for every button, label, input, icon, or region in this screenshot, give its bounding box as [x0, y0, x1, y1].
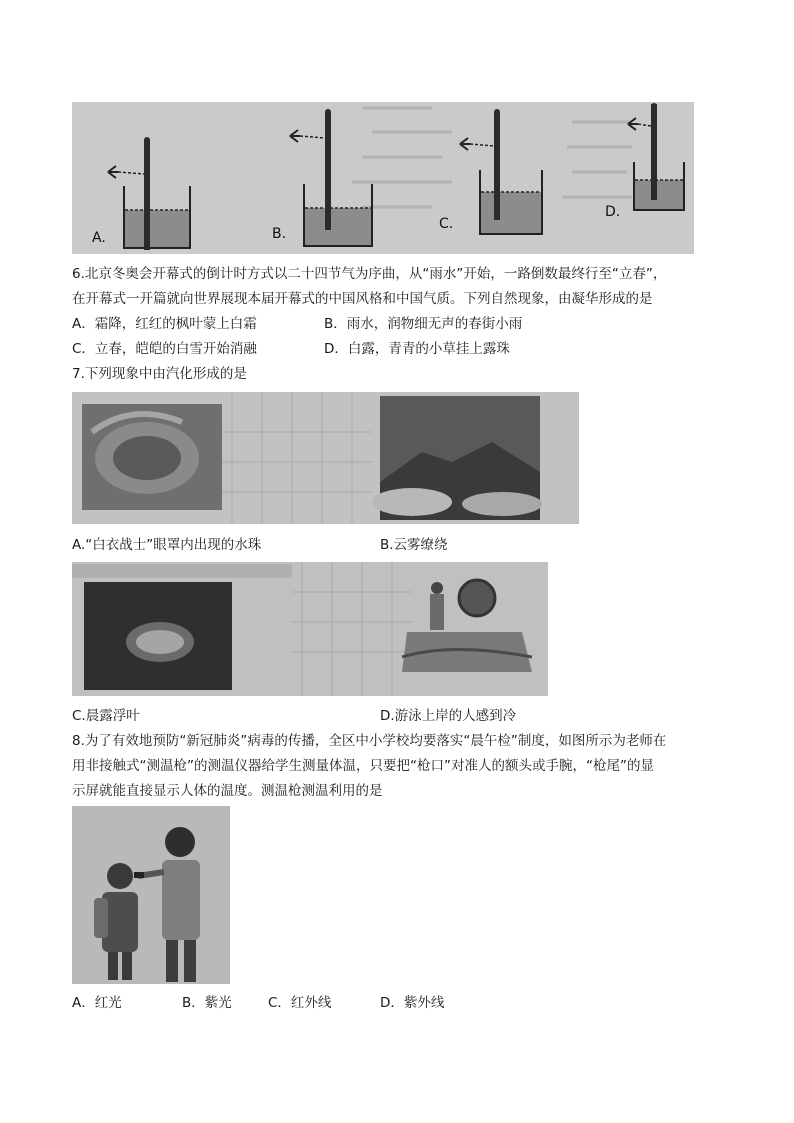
temperature-check-photo — [72, 806, 230, 984]
figure-label-b: B. — [272, 226, 287, 242]
q6-stem-line-2: 在开幕式一开篇就向世界展现本届开幕式的中国风格和中国气质。下列自然现象，由凝华形成的是 — [72, 291, 653, 307]
q7-photos-cd — [72, 562, 548, 696]
q8-stem-line-3: 示屏就能直接显示人体的温度。测温枪测温利用的是 — [72, 783, 383, 799]
q7-photo-strip-bottom — [72, 562, 548, 696]
q8-option-d: D．紫外线 — [380, 995, 445, 1011]
q7-option-b: B.云雾缭绕 — [380, 537, 448, 553]
q7-photo-strip-top — [72, 392, 579, 524]
thermometer-beaker-drawing — [72, 102, 694, 254]
q7-option-a: A.“白衣战士”眼罩内出现的水珠 — [72, 537, 262, 553]
q8-stem-line-1: 8.为了有效地预防“新冠肺炎”病毒的传播，全区中小学校均要落实“晨午检”制度，如图所示为老师在 — [72, 733, 667, 749]
figure-label-c: C. — [439, 216, 454, 232]
q8-stem-line-2: 用非接触式“测温枪”的测温仪器给学生测量体温，只要把“枪口”对准人的额头或手腕，“枪尾”的显 — [72, 758, 654, 774]
q7-option-c: C.晨露浮叶 — [72, 708, 140, 724]
q6-option-a: A．霜降，红红的枫叶蒙上白霜 — [72, 316, 257, 332]
q8-option-c: C．红外线 — [268, 995, 332, 1011]
q8-option-b: B．紫光 — [182, 995, 232, 1011]
q7-option-d: D.游泳上岸的人感到冷 — [380, 708, 517, 724]
q7-stem: 7.下列现象中由汽化形成的是 — [72, 366, 247, 382]
q6-option-c: C．立春，皑皑的白雪开始消融 — [72, 341, 257, 357]
q6-option-b: B．雨水，润物细无声的春街小雨 — [324, 316, 523, 332]
q6-option-d: D．白露，青青的小草挂上露珠 — [324, 341, 510, 357]
temperature-check-drawing — [72, 806, 230, 984]
q6-stem-line-1: 6.北京冬奥会开幕式的倒计时方式以二十四节气为序曲，从“雨水”开始，一路倒数最终行至“立春”， — [72, 266, 667, 282]
q7-photos-ab — [72, 392, 579, 524]
figure-label-a: A. — [92, 230, 106, 246]
q8-option-a: A．红光 — [72, 995, 122, 1011]
figure-label-d: D. — [605, 204, 621, 220]
thermometer-beaker-figure — [72, 102, 694, 254]
